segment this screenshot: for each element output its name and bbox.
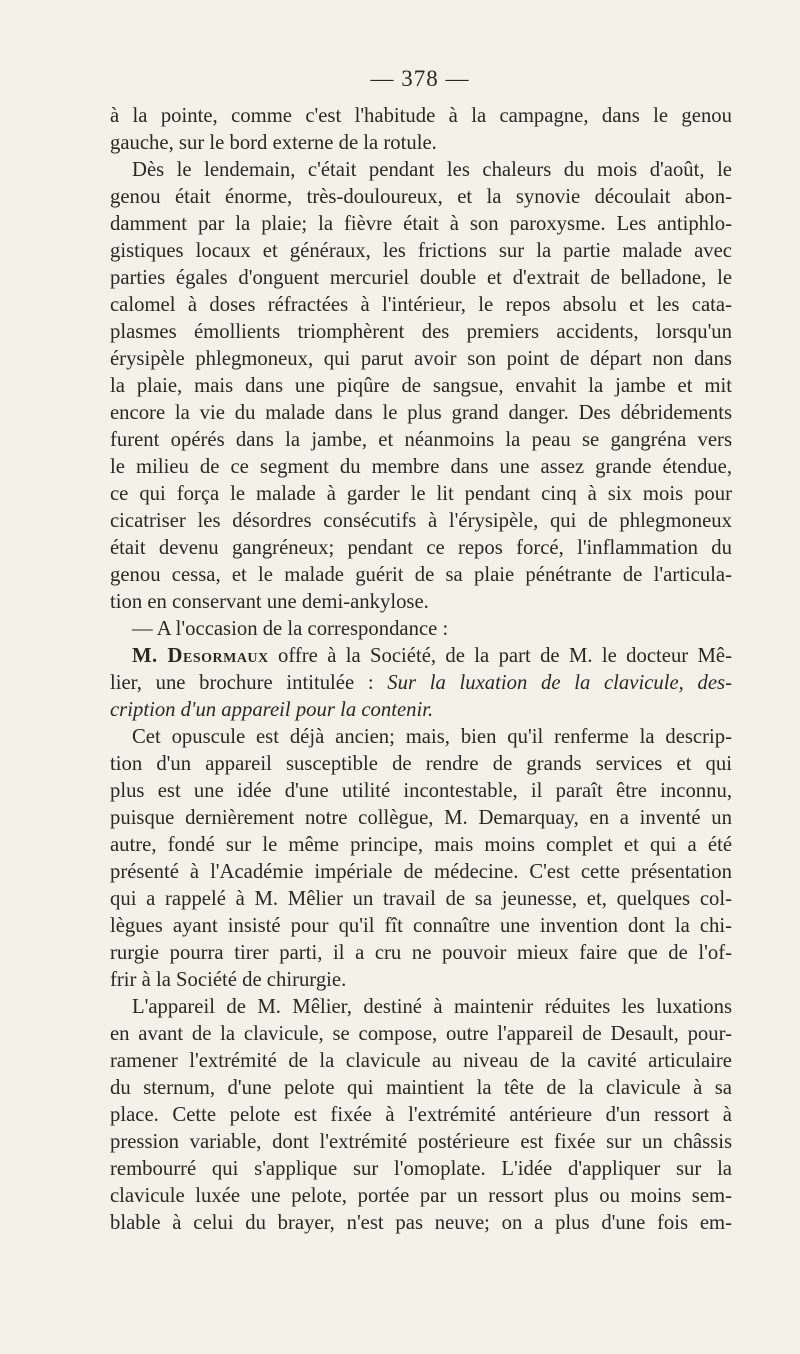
text-segment: ce qui força le malade à garder le lit pendant cinq à six mois pour — [110, 483, 732, 505]
text-line — [110, 130, 732, 157]
text-line — [110, 454, 732, 481]
text-line — [110, 670, 732, 697]
text-line — [110, 1183, 732, 1210]
text-segment: lègues ayant insisté pour qu'il fît connaître une invention dont la chi- — [110, 915, 732, 937]
text-segment: plasmes émollients triomphèrent des premiers accidents, lorsqu'un — [110, 321, 732, 343]
text-segment: furent opérés dans la jambe, et néanmoins la peau se gangréna vers — [110, 429, 732, 451]
text-line — [110, 508, 732, 535]
text-segment: damment par la plaie; la fièvre était à son paroxysme. Les antiphlo- — [110, 213, 732, 235]
text-line — [110, 238, 732, 265]
text-line — [110, 400, 732, 427]
text-segment: le milieu de ce segment du membre dans une assez grande étendue, — [110, 456, 732, 478]
text-line — [110, 994, 732, 1021]
page-number: — 378 — — [370, 66, 470, 91]
text-line — [110, 562, 732, 589]
text-segment: autre, fondé sur le même principe, mais moins complet et qui a été — [110, 834, 732, 856]
text-segment: L'appareil de M. Mêlier, destiné à maintenir réduites les luxations — [132, 996, 732, 1018]
text-line — [110, 1210, 732, 1237]
text-segment: présenté à l'Académie impériale de médecine. C'est cette présentation — [110, 861, 732, 883]
text-segment: genou cessa, et le malade guérit de sa plaie pénétrante de l'articula- — [110, 564, 732, 586]
text-segment: plus est une idée d'une utilité incontestable, il paraît être inconnu, — [110, 780, 732, 802]
text-segment: érysipèle phlegmoneux, qui parut avoir son point de départ non dans — [110, 348, 732, 370]
text-segment: du sternum, d'une pelote qui maintient la tête de la clavicule à sa — [110, 1077, 732, 1099]
text-line — [110, 859, 732, 886]
text-line — [110, 1021, 732, 1048]
text-line — [110, 265, 732, 292]
text-segment: cicatriser les désordres consécutifs à l'érysipèle, qui de phlegmoneux — [110, 510, 732, 532]
text-segment: clavicule luxée une pelote, portée par un ressort plus ou moins sem- — [110, 1185, 732, 1207]
text-segment: parties égales d'onguent mercuriel double et d'extrait de belladone, le — [110, 267, 732, 289]
text-line — [110, 346, 732, 373]
text-line — [110, 778, 732, 805]
text-segment: qui a rappelé à M. Mêlier un travail de sa jeunesse, et, quelques col- — [110, 888, 732, 910]
text-line — [110, 967, 732, 994]
text-segment: place. Cette pelote est fixée à l'extrémité antérieure d'un ressort à — [110, 1104, 732, 1126]
text-segment: ramener l'extrémité de la clavicule au niveau de la cavité articulaire — [110, 1050, 732, 1072]
text-segment: pression variable, dont l'extrémité postérieure est fixée sur un châssis — [110, 1131, 732, 1153]
text-segment: tion en conservant une demi-ankylose. — [110, 591, 429, 613]
text-line — [110, 697, 732, 724]
text-line — [110, 1156, 732, 1183]
text-segment: puisque dernièrement notre collègue, M. Demarquay, en a inventé un — [110, 807, 732, 829]
italic-title: Sur la luxation de la clavicule, des- — [387, 672, 732, 694]
text-segment: était devenu gangréneux; pendant ce repos forcé, l'inflammation du — [110, 537, 732, 559]
text-segment: Dès le lendemain, c'était pendant les chaleurs du mois d'août, le — [132, 159, 732, 181]
text-segment: rembourré qui s'applique sur l'omoplate. L'idée d'appliquer sur la — [110, 1158, 732, 1180]
text-line — [110, 481, 732, 508]
text-line — [110, 832, 732, 859]
text-line — [110, 1075, 732, 1102]
text-line — [110, 373, 732, 400]
text-segment: rurgie pourra tirer parti, il a cru ne pouvoir mieux faire que de l'of- — [110, 942, 732, 964]
italic-title: cription d'un appareil pour la contenir. — [110, 699, 434, 721]
text-line — [110, 427, 732, 454]
text-line — [110, 886, 732, 913]
speaker-name: M. Desormaux — [132, 645, 269, 667]
text-line — [110, 103, 732, 130]
text-segment: — A l'occasion de la correspondance : — [132, 618, 449, 640]
text-segment: tion d'un appareil susceptible de rendre de grands services et qui — [110, 753, 732, 775]
text-segment: calomel à doses réfractées à l'intérieur, le repos absolu et les cata- — [110, 294, 732, 316]
text-segment: blable à celui du brayer, n'est pas neuve; on a plus d'une fois em- — [110, 1212, 732, 1234]
text-line — [110, 589, 732, 616]
text-segment: offre à la Société, de la part de M. le docteur Mê- — [268, 645, 732, 667]
body-text — [110, 103, 732, 1237]
text-segment: à la pointe, comme c'est l'habitude à la campagne, dans le genou — [110, 105, 732, 127]
text-line — [110, 535, 732, 562]
text-segment: la plaie, mais dans une piqûre de sangsue, envahit la jambe et mit — [110, 375, 732, 397]
text-line — [110, 940, 732, 967]
text-segment: genou était énorme, très-douloureux, et la synovie découlait abon- — [110, 186, 732, 208]
text-segment: gauche, sur le bord externe de la rotule. — [110, 132, 437, 154]
text-line — [110, 616, 732, 643]
text-segment: frir à la Société de chirurgie. — [110, 969, 347, 991]
text-line — [110, 184, 732, 211]
text-segment: Cet opuscule est déjà ancien; mais, bien qu'il renferme la descrip- — [132, 726, 732, 748]
text-line — [110, 913, 732, 940]
text-line — [110, 157, 732, 184]
text-line — [110, 805, 732, 832]
text-line — [110, 1129, 732, 1156]
text-line — [110, 1102, 732, 1129]
text-segment: gistiques locaux et généraux, les frictions sur la partie malade avec — [110, 240, 732, 262]
text-line — [110, 643, 732, 670]
text-line — [110, 211, 732, 238]
text-segment: lier, une brochure intitulée : — [110, 672, 388, 694]
text-line — [110, 319, 732, 346]
text-line — [110, 1048, 732, 1075]
text-segment: encore la vie du malade dans le plus grand danger. Des débridements — [110, 402, 732, 424]
text-line — [110, 292, 732, 319]
text-line — [110, 724, 732, 751]
text-segment: en avant de la clavicule, se compose, outre l'appareil de Desault, pour- — [110, 1023, 732, 1045]
text-line — [110, 751, 732, 778]
